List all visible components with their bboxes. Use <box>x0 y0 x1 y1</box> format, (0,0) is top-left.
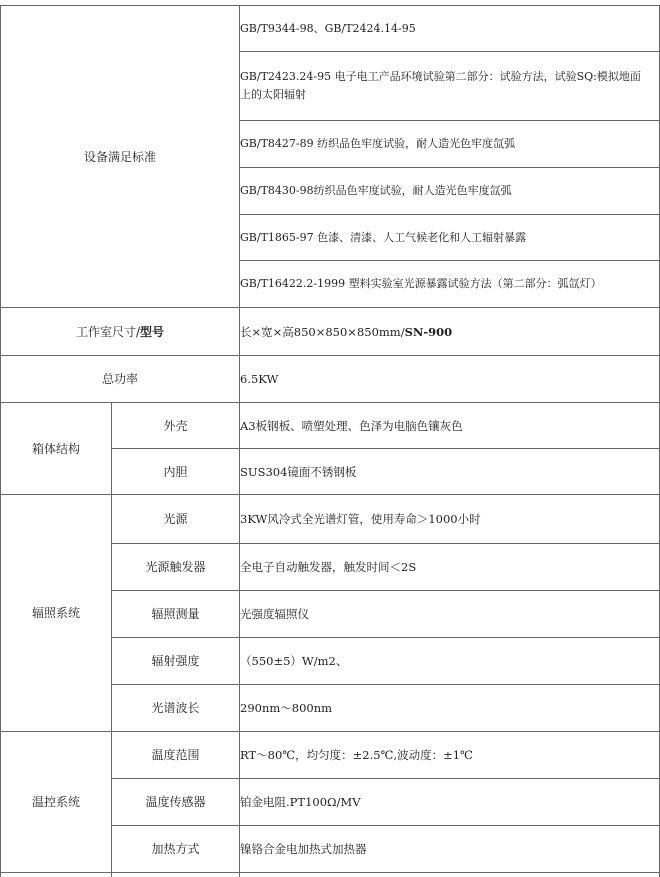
standard-item: GB/T9344-98、GB/T2424.14-95 <box>240 21 416 35</box>
irradiation-row-value: 光强度辐照仪 <box>240 607 309 621</box>
temperature-row-name: 温度传感器 <box>145 795 206 809</box>
irradiation-row-value: 3KW风冷式全光谱灯管，使用寿命＞1000小时 <box>240 512 481 526</box>
irradiation-row-name: 光谱波长 <box>151 701 200 715</box>
chamber-label-model: 型号 <box>140 324 165 339</box>
standard-item: GB/T2423.24-95 电子电工产品环境试验第二部分：试验方法，试验SQ:模拟地面上的太阳辐射 <box>240 70 641 101</box>
temperature-row-value: RT～80℃，均匀度：±2.5℃,波动度：±1℃ <box>240 748 473 762</box>
chamber-label-prefix: 工作室尺寸/ <box>75 324 141 339</box>
standard-item: GB/T8427-89 纺织品色牢度试验，耐人造光色牢度氙弧 <box>240 137 516 150</box>
chamber-label <box>1 308 239 355</box>
power-value: 6.5KW <box>240 372 279 386</box>
chamber-dimensions: 长×宽×高850×850×850mm/ <box>240 324 405 339</box>
box-row-name: 外壳 <box>163 418 188 433</box>
temperature-row-name: 温度范围 <box>151 748 200 762</box>
standard-item: GB/T8430-98纺织品色牢度试验，耐人造光色牢度氙弧 <box>240 184 512 197</box>
irradiation-row-name: 光源触发器 <box>145 560 206 574</box>
irradiation-row-name: 光源 <box>163 512 188 526</box>
row-divider <box>0 872 660 873</box>
box-row-value: A3板钢板、喷塑处理、色泽为电脑色镶灰色 <box>240 418 463 433</box>
standards-label: 设备满足标准 <box>83 149 156 164</box>
irradiation-row-value: 290nm～800nm <box>240 701 333 715</box>
irradiation-row-value: （550±5）W/m2、 <box>240 654 348 668</box>
temperature-row-value: 镍铬合金电加热式加热器 <box>240 842 367 856</box>
box-row-name: 内胆 <box>163 464 188 479</box>
box-label: 箱体结构 <box>31 441 80 456</box>
temperature-row-value: 铂金电阻.PT100Ω/MV <box>240 795 361 809</box>
chamber-model: SN-900 <box>404 324 453 339</box>
standard-item: GB/T16422.2-1999 塑料实验室光源暴露试验方法（第二部分：弧氙灯） <box>240 277 602 290</box>
power-label: 总功率 <box>101 372 138 386</box>
irradiation-label: 辐照系统 <box>31 606 80 620</box>
irradiation-row-name: 辐照测量 <box>151 607 200 621</box>
box-row-value: SUS304镜面不锈钢板 <box>240 464 357 479</box>
temperature-row-name: 加热方式 <box>151 842 200 856</box>
irradiation-row-name: 辐射强度 <box>151 654 200 668</box>
standard-item: GB/T1865-97 色漆、清漆、人工气候老化和人工辐射暴露 <box>240 230 527 244</box>
temperature-label: 温控系统 <box>31 795 80 809</box>
chamber-value <box>240 308 655 355</box>
irradiation-row-value: 全电子自动触发器，触发时间＜2S <box>240 560 417 574</box>
